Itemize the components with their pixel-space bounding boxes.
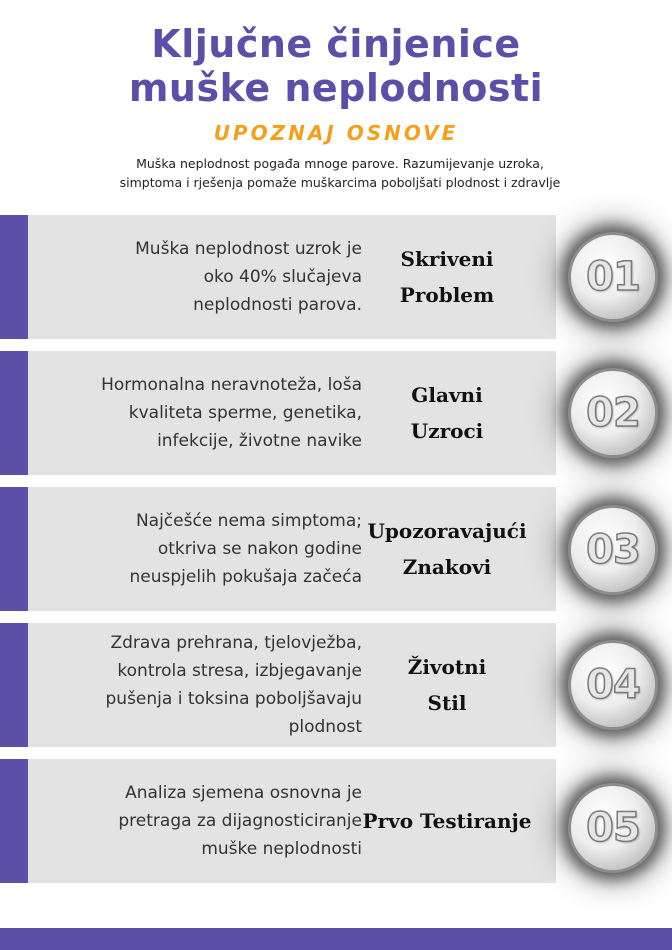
badge-number: 02: [586, 390, 640, 436]
accent-bar: [0, 215, 28, 339]
title-line-2: muške neplodnosti: [128, 66, 544, 110]
fact-text-line: pušenja i toksina poboljšavaju: [105, 689, 362, 709]
fact-heading-line-2: Problem: [399, 283, 495, 307]
page-title: [0, 22, 672, 110]
number-badge-01: [571, 235, 655, 319]
fact-heading-line-1: Upozoravajući: [367, 519, 527, 543]
fact-text-line: otkriva se nakon godine: [157, 539, 362, 559]
title-line-1: Ključne činjenice: [151, 22, 521, 66]
fact-text-line: Muška neplodnost uzrok je: [135, 239, 362, 259]
fact-text-line: infekcije, životne navike: [157, 431, 362, 451]
number-badge-04: [571, 643, 655, 727]
fact-heading-line-1: Skriveni: [400, 247, 494, 271]
fact-text-line: oko 40% slučajeva: [203, 267, 362, 287]
fact-row-03: [0, 487, 556, 611]
intro-line-1: Muška neplodnost pogađa mnoge parove. Razumijevanje uzroka,: [136, 156, 544, 171]
fact-description: [36, 759, 362, 883]
badge-number: 05: [586, 805, 640, 851]
fact-text-line: Analiza sjemena osnovna je: [125, 783, 362, 803]
fact-text-line: Najčešće nema simptoma;: [135, 511, 362, 531]
fact-description: [36, 351, 362, 475]
intro-line-2: simptoma i rješenja pomaže muškarcima poboljšati plodnost i zdravlje: [119, 175, 561, 190]
badge-number: 04: [586, 662, 640, 708]
fact-text-line: Zdrava prehrana, tjelovježba,: [110, 633, 362, 653]
accent-bar: [0, 351, 28, 475]
number-badge-02: [571, 371, 655, 455]
number-badge-05: [571, 786, 655, 870]
accent-bar: [0, 759, 28, 883]
fact-row-01: [0, 215, 556, 339]
number-badge-03: [571, 508, 655, 592]
accent-bar: [0, 623, 28, 747]
fact-text-line: neplodnosti parova.: [193, 295, 362, 315]
fact-text-line: plodnost: [288, 717, 362, 737]
subtitle: UPOZNAJ OSNOVE: [213, 121, 459, 145]
fact-row-05: [0, 759, 556, 883]
fact-heading-line-1: Životni: [407, 655, 487, 679]
fact-heading: [362, 759, 532, 883]
badge-number: 03: [586, 527, 640, 573]
fact-text-line: kontrola stresa, izbjegavanje: [117, 661, 362, 681]
fact-heading: [362, 623, 532, 747]
intro-text: [40, 154, 640, 192]
fact-text-line: kvaliteta sperme, genetika,: [128, 403, 362, 423]
fact-heading: [362, 351, 532, 475]
fact-heading-line-2: Uzroci: [410, 419, 484, 443]
footer-bar: [0, 928, 672, 950]
fact-text-line: Hormonalna neravnoteža, loša: [101, 375, 362, 395]
fact-text-line: muške neplodnosti: [201, 839, 362, 859]
fact-heading-line-1: Glavni: [411, 383, 483, 407]
fact-text-line: pretraga za dijagnosticiranje: [118, 811, 362, 831]
fact-heading: [362, 215, 532, 339]
fact-heading: [362, 487, 532, 611]
fact-text-line: neuspjelih pokušaja začeća: [129, 567, 362, 587]
fact-heading-line-2: Stil: [427, 691, 467, 715]
fact-row-04: [0, 623, 556, 747]
fact-heading-line-1: Prvo Testiranje: [362, 809, 532, 833]
fact-heading-line-2: Znakovi: [402, 555, 492, 579]
fact-description: [36, 215, 362, 339]
fact-row-02: [0, 351, 556, 475]
fact-description: [36, 487, 362, 611]
fact-description: [36, 623, 362, 747]
accent-bar: [0, 487, 28, 611]
badge-number: 01: [586, 254, 640, 300]
